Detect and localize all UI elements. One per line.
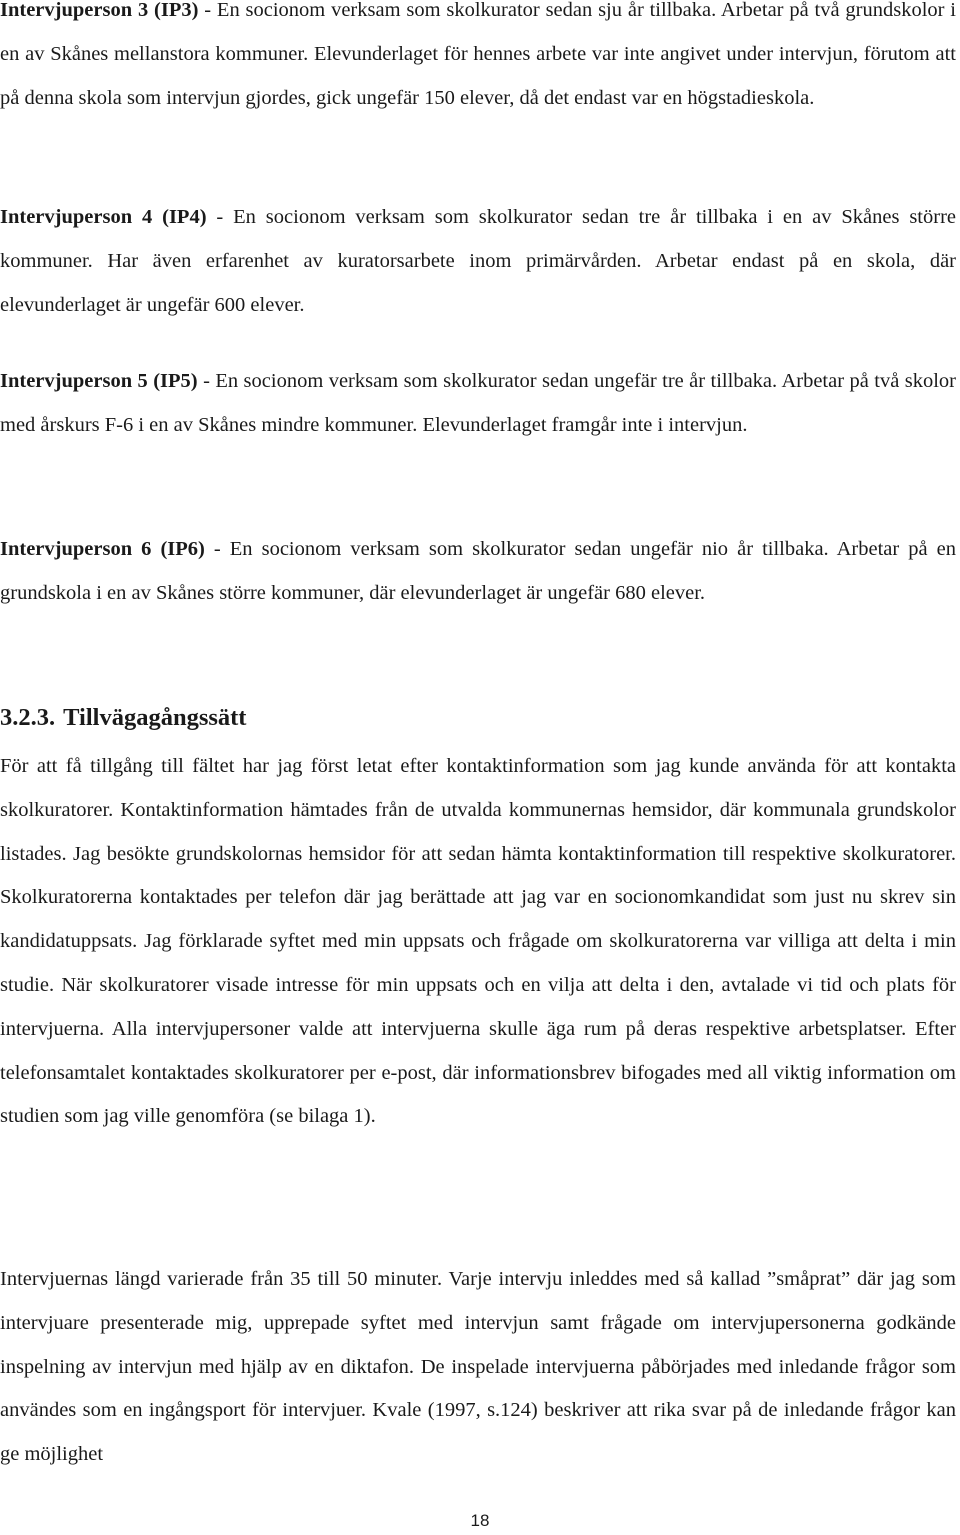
interviewee-description: - En socionom verksam som skolkurator sedan tre år tillbaka i en av Skånes större kommuner. Har även erfarenhet av kuratorsarbete inom primärvården. Arbetar endast på en skola, där elevunderlaget är ungefär 600 elever. bbox=[0, 206, 956, 316]
page-number: 18 bbox=[470, 1511, 490, 1530]
interviewee-label: Intervjuperson 3 (IP3) bbox=[0, 0, 199, 21]
procedure-paragraph: För att få tillgång till fältet har jag först letat efter kontaktinformation som jag kunde använda för att kontakta skolkuratorer. Kontaktinformation hämtades från de utvalda kommunernas hemsidor, där kommunala grundskolor listades. Jag besökte grundskolornas hemsidor för att sedan hämta kontaktinformation till respektive skolkuratorer. Skolkuratorerna kontaktades per telefon där jag berättade att jag var en socionomkandidat som just nu skrev sin kandidatuppsats. Jag förklarade syftet med min uppsats och frågade om skolkuratorerna var villiga att delta i min studie. När skolkuratorer visade intresse för min uppsats och en vilja att delta i den, avtalade vi tid och plats för intervjuerna. Alla intervjupersoner valde att intervjuerna skulle äga rum på deras respektive arbetsplatser. Efter telefonsamtalet kontaktades skolkuratorer per e-post, där informationsbrev bifogades med all viktig information om studien som jag ville genomföra (se bilaga 1). bbox=[0, 755, 956, 1128]
interviewee-paragraph-ip6 bbox=[0, 528, 956, 616]
section-title: Tillvägagångssätt bbox=[63, 704, 247, 731]
interviewee-description: - En socionom verksam som skolkurator sedan sju år tillbaka. Arbetar på två grundskolor i en av Skånes mellanstora kommuner. Elevunderlaget för hennes arbete var inte angivet under intervjun, förutom att på denna skola som intervjun gjordes, gick ungefär 150 elever, då det endast var en högstadieskola. bbox=[0, 0, 957, 109]
interviewee-label: Intervjuperson 4 (IP4) bbox=[0, 206, 207, 228]
interviewee-label: Intervjuperson 5 (IP5) bbox=[0, 370, 198, 392]
interviewee-description: - En socionom verksam som skolkurator sedan ungefär tre år tillbaka. Arbetar på två skolor med årskurs F-6 i en av Skånes mindre kommuner. Elevunderlaget framgår inte i intervjun. bbox=[0, 370, 956, 436]
interviewee-description: - En socionom verksam som skolkurator sedan ungefär nio år tillbaka. Arbetar på en grundskola i en av Skånes större kommuner, där elevunderlaget är ungefär 680 elever. bbox=[0, 538, 956, 604]
interviewee-paragraph-ip5 bbox=[0, 360, 956, 448]
section-number: 3.2.3. bbox=[0, 704, 56, 731]
interviewee-paragraph-ip4 bbox=[0, 196, 956, 327]
interviewee-paragraph-ip3 bbox=[0, 0, 956, 120]
interviewee-label: Intervjuperson 6 (IP6) bbox=[0, 538, 205, 560]
section-heading bbox=[0, 698, 246, 738]
interview-length-paragraph: Intervjuernas längd varierade från 35 till 50 minuter. Varje intervju inleddes med så kallad ”småprat” där jag som intervjuare presenterade mig, upprepade syftet med intervjun samt frågade om intervjupersonerna godkände inspelning av intervjun med hjälp av en diktafon. De inspelade intervjuerna påbörjades med inledande frågor som användes som en ingångsport för intervjuer. Kvale (1997, s.124) beskriver att rika svar på de inledande frågor kan ge möjlighet bbox=[0, 1268, 956, 1466]
